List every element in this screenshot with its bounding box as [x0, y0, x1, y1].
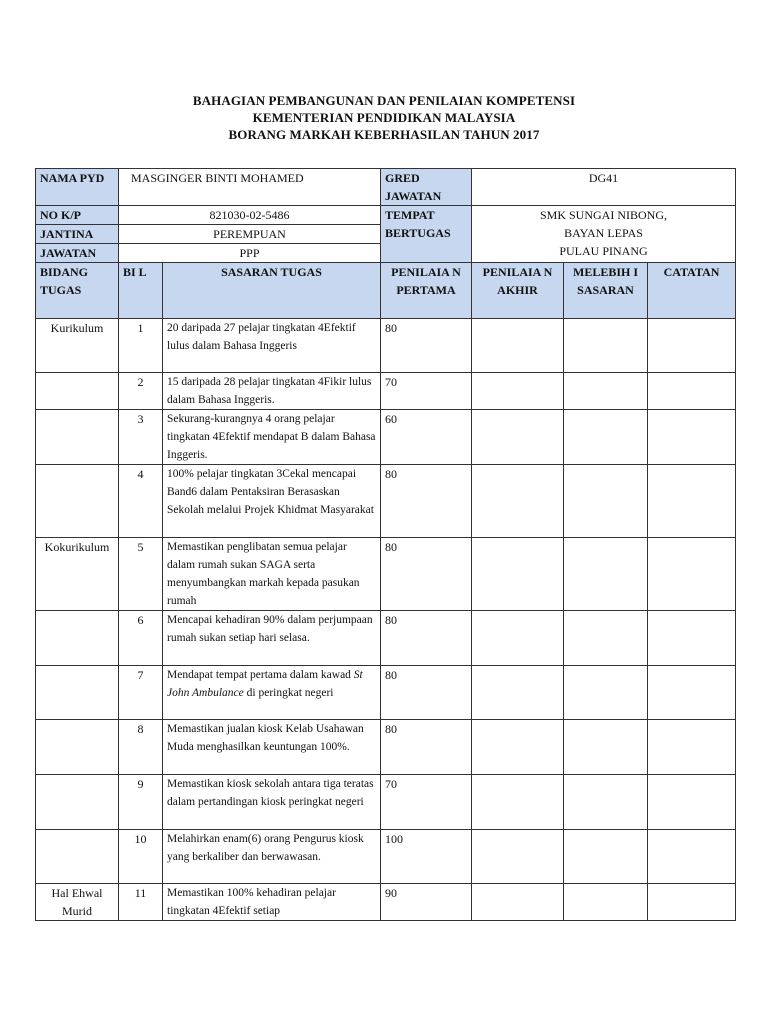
- pertama-cell: 80: [381, 611, 472, 666]
- jantina-label: JANTINA: [36, 225, 119, 244]
- sasaran-cell: 100% pelajar tingkatan 3Cekal mencapai Band6 dalam Pentaksiran Berasaskan Sekolah melalui Projek Khidmat Masyarakat: [163, 465, 381, 538]
- catatan-cell: [648, 884, 736, 921]
- sasaran-cell: 15 daripada 28 pelajar tingkatan 4Fikir lulus dalam Bahasa Inggeris.: [163, 373, 381, 410]
- sasaran-text-end: di peringkat negeri: [243, 687, 334, 699]
- melebihi-cell: [564, 611, 648, 666]
- nama-pyd-label: NAMA PYD: [36, 169, 119, 206]
- akhir-cell: [472, 775, 564, 830]
- melebihi-cell: [564, 538, 648, 611]
- tempat-line-1: SMK SUNGAI NIBONG,: [540, 208, 668, 222]
- sasaran-cell: Memastikan penglibatan semua pelajar dalam rumah sukan SAGA serta menyumbangkan markah kepada pasukan rumah: [163, 538, 381, 611]
- col-bil: BI L: [119, 263, 163, 319]
- pertama-cell: 70: [381, 373, 472, 410]
- pertama-cell: 80: [381, 720, 472, 775]
- melebihi-cell: [564, 373, 648, 410]
- sasaran-cell: Sekurang-kurangnya 4 orang pelajar tingkatan 4Efektif mendapat B dalam Bahasa Inggeris.: [163, 410, 381, 465]
- markah-table: [35, 168, 736, 921]
- melebihi-cell: [564, 884, 648, 921]
- bil-cell: 7: [119, 666, 163, 720]
- col-catatan: CATATAN: [648, 263, 736, 319]
- melebihi-cell: [564, 830, 648, 884]
- sasaran-cell: Memastikan 100% kehadiran pelajar tingkatan 4Efektif setiap: [163, 884, 381, 921]
- sasaran-cell: Mencapai kehadiran 90% dalam perjumpaan rumah sukan setiap hari selasa.: [163, 611, 381, 666]
- sasaran-cell: Melahirkan enam(6) orang Pengurus kiosk yang berkaliber dan berwawasan.: [163, 830, 381, 884]
- table-row: [36, 373, 736, 410]
- jawatan-label: JAWATAN: [36, 244, 119, 263]
- bidang-cell: [36, 465, 119, 538]
- bidang-cell: [36, 775, 119, 830]
- bidang-cell: Kurikulum: [36, 319, 119, 373]
- bidang-cell: [36, 720, 119, 775]
- bidang-cell: [36, 666, 119, 720]
- catatan-cell: [648, 373, 736, 410]
- akhir-cell: [472, 666, 564, 720]
- col-melebihi-sasaran: MELEBIH I SASARAN: [564, 263, 648, 319]
- pertama-cell: 80: [381, 666, 472, 720]
- akhir-cell: [472, 465, 564, 538]
- info-row-nokp: [36, 206, 736, 225]
- gred-jawatan-label: GRED JAWATAN: [381, 169, 472, 206]
- pertama-cell: 100: [381, 830, 472, 884]
- gred-jawatan-value: DG41: [472, 169, 736, 206]
- melebihi-cell: [564, 465, 648, 538]
- pertama-cell: 80: [381, 465, 472, 538]
- bil-cell: 6: [119, 611, 163, 666]
- document-header: [0, 92, 768, 143]
- bil-cell: 8: [119, 720, 163, 775]
- col-sasaran-tugas: SASARAN TUGAS: [163, 263, 381, 319]
- header-line-2: KEMENTERIAN PENDIDIKAN MALAYSIA: [252, 110, 516, 125]
- melebihi-cell: [564, 666, 648, 720]
- pertama-cell: 60: [381, 410, 472, 465]
- table-row: [36, 611, 736, 666]
- table-row: [36, 666, 736, 720]
- table-row: [36, 884, 736, 921]
- header-line-3: BORANG MARKAH KEBERHASILAN TAHUN 2017: [228, 127, 540, 142]
- bil-cell: 10: [119, 830, 163, 884]
- akhir-cell: [472, 538, 564, 611]
- akhir-cell: [472, 410, 564, 465]
- bidang-cell: [36, 373, 119, 410]
- melebihi-cell: [564, 720, 648, 775]
- catatan-cell: [648, 465, 736, 538]
- catatan-cell: [648, 775, 736, 830]
- akhir-cell: [472, 611, 564, 666]
- sasaran-cell: [163, 666, 381, 720]
- bil-cell: 3: [119, 410, 163, 465]
- table-row: [36, 720, 736, 775]
- bidang-cell: [36, 410, 119, 465]
- info-row-nama: [36, 169, 736, 206]
- pertama-cell: 90: [381, 884, 472, 921]
- catatan-cell: [648, 666, 736, 720]
- pertama-cell: 70: [381, 775, 472, 830]
- catatan-cell: [648, 830, 736, 884]
- melebihi-cell: [564, 410, 648, 465]
- col-penilaian-pertama: PENILAIA N PERTAMA: [381, 263, 472, 319]
- nokp-label: NO K/P: [36, 206, 119, 225]
- sasaran-cell: 20 daripada 27 pelajar tingkatan 4Efektif lulus dalam Bahasa Inggeris: [163, 319, 381, 373]
- bil-cell: 4: [119, 465, 163, 538]
- akhir-cell: [472, 720, 564, 775]
- bidang-cell: [36, 830, 119, 884]
- catatan-cell: [648, 720, 736, 775]
- bil-cell: 2: [119, 373, 163, 410]
- nama-pyd-value: MASGINGER BINTI MOHAMED: [119, 169, 381, 206]
- table-row: [36, 830, 736, 884]
- akhir-cell: [472, 884, 564, 921]
- sasaran-cell: Memastikan jualan kiosk Kelab Usahawan Muda menghasilkan keuntungan 100%.: [163, 720, 381, 775]
- tempat-bertugas-label: TEMPAT BERTUGAS: [381, 206, 472, 263]
- table-row: [36, 319, 736, 373]
- melebihi-cell: [564, 319, 648, 373]
- bil-cell: 11: [119, 884, 163, 921]
- catatan-cell: [648, 410, 736, 465]
- pertama-cell: 80: [381, 319, 472, 373]
- akhir-cell: [472, 830, 564, 884]
- akhir-cell: [472, 319, 564, 373]
- header-line-1: BAHAGIAN PEMBANGUNAN DAN PENILAIAN KOMPETENSI: [192, 93, 576, 108]
- tempat-line-2: BAYAN LEPAS: [564, 226, 643, 240]
- catatan-cell: [648, 538, 736, 611]
- col-bidang-tugas: BIDANG TUGAS: [36, 263, 119, 319]
- col-penilaian-akhir: PENILAIA N AKHIR: [472, 263, 564, 319]
- tempat-line-3: PULAU PINANG: [559, 244, 648, 258]
- table-row: [36, 410, 736, 465]
- nokp-value: 821030-02-5486: [119, 206, 381, 225]
- jawatan-value: PPP: [119, 244, 381, 263]
- catatan-cell: [648, 611, 736, 666]
- bidang-cell: [36, 611, 119, 666]
- pertama-cell: 80: [381, 538, 472, 611]
- table-row: [36, 465, 736, 538]
- table-row: [36, 775, 736, 830]
- jantina-value: PEREMPUAN: [119, 225, 381, 244]
- bil-cell: 5: [119, 538, 163, 611]
- bidang-cell: Hal Ehwal Murid: [36, 884, 119, 921]
- bil-cell: 9: [119, 775, 163, 830]
- catatan-cell: [648, 319, 736, 373]
- column-header-row: [36, 263, 736, 319]
- akhir-cell: [472, 373, 564, 410]
- bil-cell: 1: [119, 319, 163, 373]
- table-row: [36, 538, 736, 611]
- melebihi-cell: [564, 775, 648, 830]
- sasaran-cell: Memastikan kiosk sekolah antara tiga teratas dalam pertandingan kiosk peringkat negeri: [163, 775, 381, 830]
- tempat-bertugas-value: [472, 206, 736, 263]
- sasaran-text: Mendapat tempat pertama dalam kawad: [167, 669, 354, 681]
- sasaran-emphasis: St John Ambulance: [167, 669, 363, 699]
- bidang-cell: Kokurikulum: [36, 538, 119, 611]
